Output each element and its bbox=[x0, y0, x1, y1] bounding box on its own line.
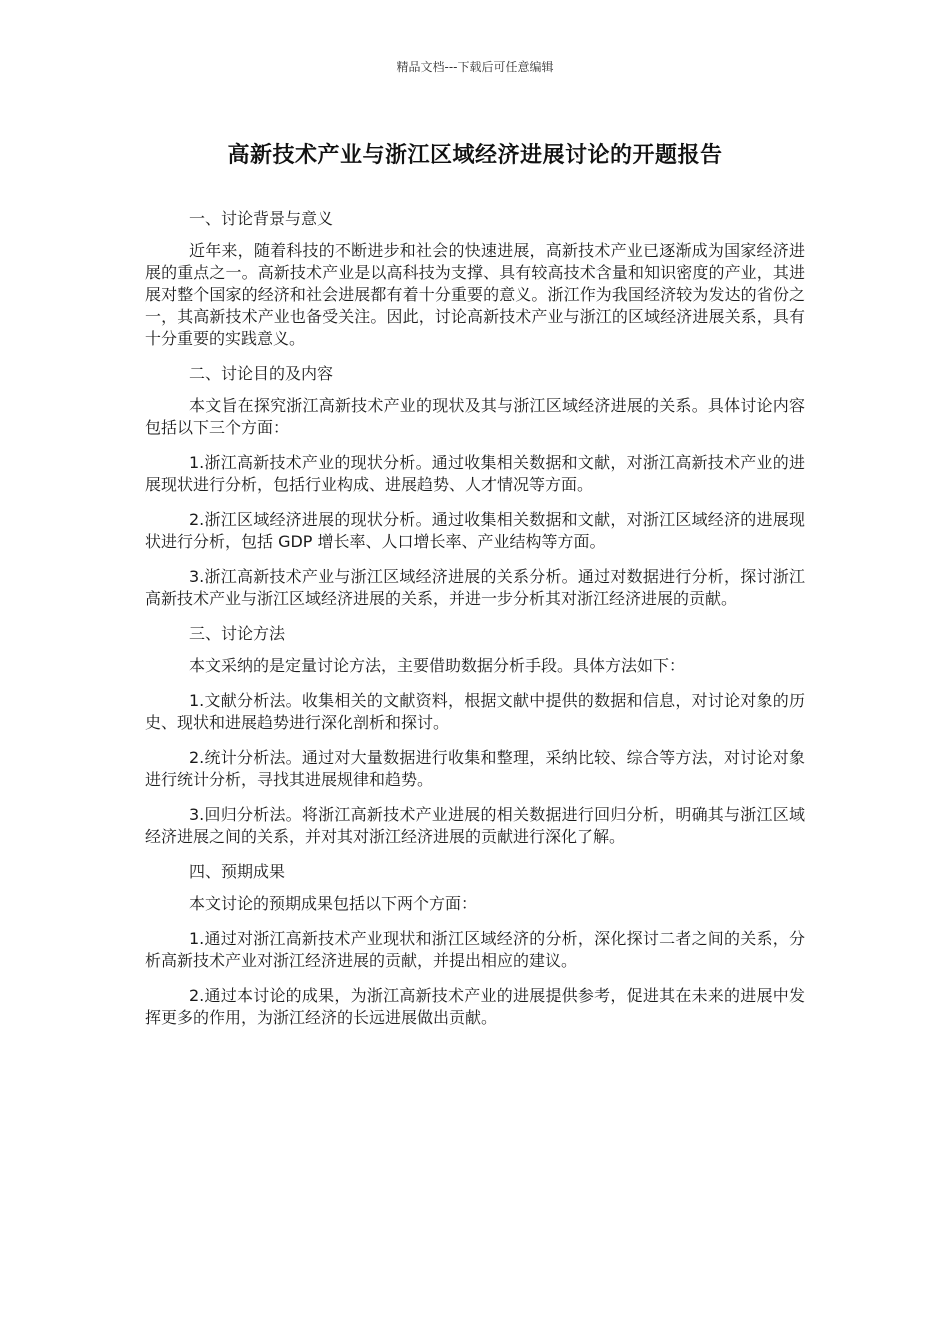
list-item: 2.浙江区域经济进展的现状分析。通过收集相关数据和文献，对浙江区域经济的进展现状进行分析，包括 GDP 增长率、人口增长率、产业结构等方面。 bbox=[145, 510, 805, 551]
list-item: 1.浙江高新技术产业的现状分析。通过收集相关数据和文献，对浙江高新技术产业的进展现状进行分析，包括行业构成、进展趋势、人才情况等方面。 bbox=[145, 453, 805, 494]
list-item: 1.文献分析法。收集相关的文献资料，根据文献中提供的数据和信息，对讨论对象的历史、现状和进展趋势进行深化剖析和探讨。 bbox=[145, 691, 805, 732]
paragraph: 本文采纳的是定量讨论方法，主要借助数据分析手段。具体方法如下： bbox=[189, 656, 686, 675]
list-item: 3.浙江高新技术产业与浙江区域经济进展的关系分析。通过对数据进行分析，探讨浙江高新技术产业与浙江区域经济进展的关系，并进一步分析其对浙江经济进展的贡献。 bbox=[145, 567, 805, 608]
list-item: 2.统计分析法。通过对大量数据进行收集和整理，采纳比较、综合等方法，对讨论对象进行统计分析，寻找其进展规律和趋势。 bbox=[145, 748, 805, 789]
document-title: 高新技术产业与浙江区域经济进展讨论的开题报告 bbox=[227, 143, 723, 168]
section-heading: 三、讨论方法 bbox=[189, 624, 286, 643]
section-purpose bbox=[145, 363, 805, 610]
list-item: 3.回归分析法。将浙江高新技术产业进展的相关数据进行回归分析，明确其与浙江区域经济进展之间的关系，并对其对浙江经济进展的贡献进行深化了解。 bbox=[145, 805, 805, 846]
section-heading: 一、讨论背景与意义 bbox=[189, 209, 334, 228]
section-methods bbox=[145, 623, 805, 848]
list-item: 1.通过对浙江高新技术产业现状和浙江区域经济的分析，深化探讨二者之间的关系，分析高新技术产业对浙江经济进展的贡献，并提出相应的建议。 bbox=[145, 929, 805, 970]
paragraph: 近年来，随着科技的不断进步和社会的快速进展，高新技术产业已逐渐成为国家经济进展的重点之一。高新技术产业是以高科技为支撑、具有较高技术含量和知识密度的产业，其进展对整个国家的经济和社会进展都有着十分重要的意义。浙江作为我国经济较为发达的省份之一，其高新技术产业也备受关注。因此，讨论高新技术产业与浙江的区域经济进展关系，具有十分重要的实践意义。 bbox=[145, 241, 805, 348]
section-expected-results bbox=[145, 861, 805, 1029]
section-heading: 二、讨论目的及内容 bbox=[189, 364, 334, 383]
list-item: 2.通过本讨论的成果，为浙江高新技术产业的进展提供参考，促进其在未来的进展中发挥更多的作用，为浙江经济的长远进展做出贡献。 bbox=[145, 986, 805, 1027]
paragraph: 本文讨论的预期成果包括以下两个方面： bbox=[189, 894, 478, 913]
paragraph: 本文旨在探究浙江高新技术产业的现状及其与浙江区域经济进展的关系。具体讨论内容包括以下三个方面： bbox=[145, 396, 805, 437]
section-heading: 四、预期成果 bbox=[189, 862, 286, 881]
document-body bbox=[145, 208, 805, 1042]
page-header: 精品文档---下载后可任意编辑 bbox=[396, 60, 554, 74]
section-background bbox=[145, 208, 805, 350]
